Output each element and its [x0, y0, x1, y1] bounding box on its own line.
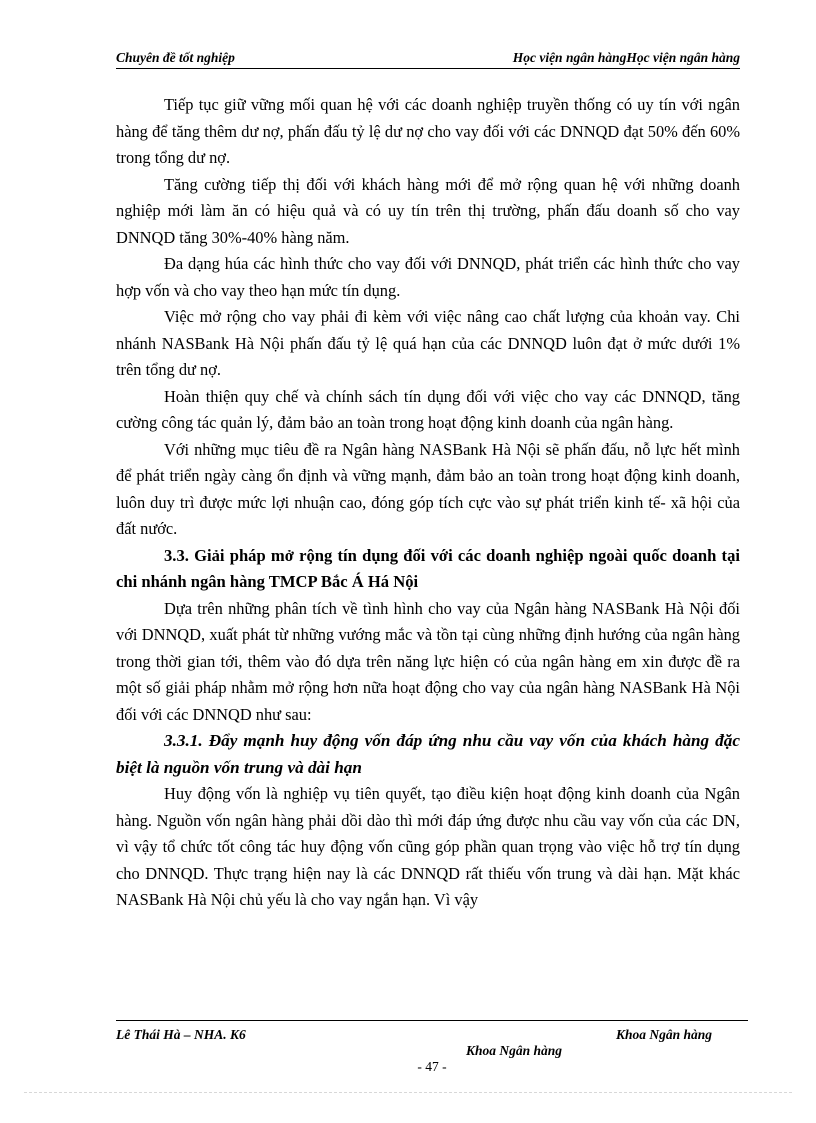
footer-divider [116, 1020, 748, 1021]
document-body [116, 92, 740, 914]
page-header [116, 46, 740, 69]
footer-faculty: Khoa Ngân hàng [616, 1027, 713, 1042]
paragraph: Việc mở rộng cho vay phải đi kèm với việc nâng cao chất lượng của khoản vay. Chi nhánh NASBank Hà Nội phấn đấu tỷ lệ quá hạn của các DNNQD luôn đạt ở mức dưới 1% trên tổng dư nợ. [116, 307, 740, 379]
page-number: - 47 - [417, 1059, 447, 1074]
subsection-heading: 3.3.1. Đẩy mạnh huy động vốn đáp ứng nhu cầu vay vốn của khách hàng đặc biệt là nguồn vốn trung và dài hạn [116, 731, 740, 777]
paragraph: Với những mục tiêu đề ra Ngân hàng NASBank Hà Nội sẽ phấn đấu, nỗ lực hết mình để phát triển ngày càng ổn định và vững mạnh, đảm bảo an toàn trong hoạt động kinh doanh, luôn duy trì được mức lợi nhuận cao, đóng góp tích cực vào sự phát triển kinh tế- xã hội của đất nước. [116, 439, 740, 538]
paragraph: Hoàn thiện quy chế và chính sách tín dụng đối với việc cho vay các DNNQD, tăng cường công tác quản lý, đảm bảo an toàn trong hoạt động kinh doanh của ngân hàng. [116, 386, 740, 432]
header-left-title: Chuyên đề tốt nghiệp [116, 50, 235, 65]
footer-author: Lê Thái Hà – NHA. K6 [116, 1027, 246, 1042]
paragraph: Tăng cường tiếp thị đối với khách hàng mới để mở rộng quan hệ với những doanh nghiệp mới làm ăn có hiệu quả và có uy tín trên thị trường, phấn đấu doanh số cho vay DNNQD tăng 30%-40% hàng năm. [116, 174, 740, 247]
header-right-title: Học viện ngân hàngHọc viện ngân hàng [512, 50, 740, 65]
subsection-text: Huy động vốn là nghiệp vụ tiên quyết, tạo điều kiện hoạt động kinh doanh của Ngân hàng. Nguồn vốn ngân hàng phải dồi dào thì mới đáp ứng được nhu cầu vay vốn của các DN, vì vậy tổ chức tốt công tác huy động vốn cũng góp phần quan trọng vào việc hỗ trợ tín dụng cho DNNQD. Thực trạng hiện nay là các DNNQD rất thiếu vốn trung và dài hạn. Mặt khác NASBank Hà Nội chủ yếu là cho vay ngắn hạn. Vì vậy [116, 784, 740, 909]
page-bottom-rule [24, 1092, 792, 1093]
paragraph: Tiếp tục giữ vững mối quan hệ với các doanh nghiệp truyền thống có uy tín với ngân hàng để tăng thêm dư nợ, phấn đấu tỷ lệ dư nợ cho vay đối với các DNNQD đạt 50% đến 60% trong tổng dư nợ. [116, 95, 740, 167]
paragraph: Đa dạng húa các hình thức cho vay đối với DNNQD, phát triển các hình thức cho vay hợp vốn và cho vay theo hạn mức tín dụng. [116, 254, 740, 300]
section-intro: Dựa trên những phân tích về tình hình cho vay của Ngân hàng NASBank Hà Nội đối với DNNQD, xuất phát từ những vướng mắc và tồn tại cùng những định hướng của ngân hàng trong thời gian tới, thêm vào đó dựa trên năng lực hiện có của ngân hàng em xin được đề ra một số giải pháp nhằm mở rộng hơn nữa hoạt động cho vay của ngân hàng NASBank Hà Nội đối với các DNNQD như sau: [116, 598, 740, 724]
section-heading: 3.3. Giải pháp mở rộng tín dụng đối với các doanh nghiệp ngoài quốc doanh tại chi nhánh ngân hàng TMCP Bắc Á Há Nội [116, 545, 740, 591]
footer-faculty-repeat: Khoa Ngân hàng [466, 1043, 563, 1058]
